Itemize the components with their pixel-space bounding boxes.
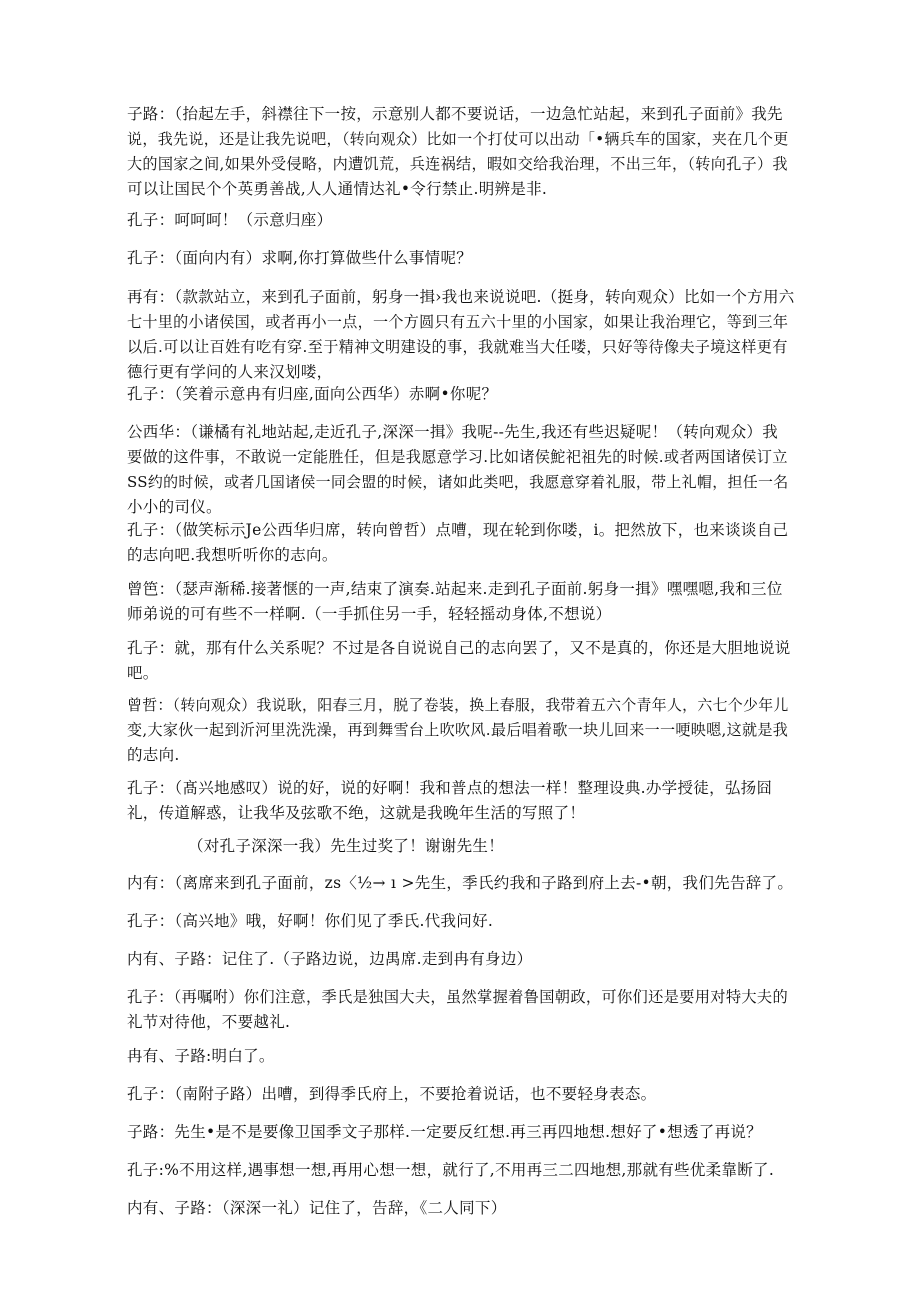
text-line: 孔子：（南附子路）出嘈，到得季氏府上，不要抢着说话，也不要轻身表态。: [127, 1085, 657, 1103]
text-line: 孔子：（笑着示意冉有归座,面向公西华）赤啊•你呢？: [127, 385, 498, 403]
text-line: 礼，传道解惑，让我华及弦歌不绝，这就是我晚年生活的写照了！: [127, 804, 586, 822]
paragraph-zilu-1: [127, 102, 795, 202]
text-line: 变,大家伙一起到沂河里洗洗澡，再到舞雪台上吹吹风.最后唱着歌一块儿回来一一哽映嗯,这就是我: [127, 721, 789, 739]
text-line: 内有：（离席来到孔子面前，zs〈½→ ı >先生，季氏约我和子路到府上去-•朝，我们先告辞了。: [127, 874, 794, 892]
paragraph-kongzi-1: [127, 208, 795, 233]
text-line: 孔子：（高兴地》哦，好啊！你们见了季氏.代我问好.: [127, 912, 494, 930]
paragraph-ranyou-2: [127, 871, 795, 896]
text-line: 曾笆：（瑟声渐稀.接著惬的一声,结束了演奏.站起来.走到孔子面前.躬身一揖》嘿嘿嗯,我和三位: [127, 580, 783, 598]
text-line: 师弟说的可有些不一样啊.（一手抓住另一手，轻轻摇动身体,不想说）: [127, 605, 612, 623]
paragraph-kongzi-7: [127, 909, 795, 934]
paragraph-stage-direction: [188, 834, 795, 859]
text-line: 以后.可以让百姓有吃有穿.至于精神文明建设的事，我就难当大任喽，只好等待像夫子境这样更有: [127, 338, 788, 356]
paragraph-ranyou-zilu-1: [127, 947, 795, 972]
text-line: 的志向.: [127, 746, 180, 764]
paragraph-kongzi-9: [127, 1082, 795, 1107]
paragraph-kongzi-10: [127, 1158, 795, 1183]
text-line: 德行更有学问的人来汉划喽，: [127, 363, 333, 381]
paragraph-zilu-2: [127, 1120, 795, 1145]
text-line: 内有、子路：（深深一礼）记住了，告辞，《二人同下）: [127, 1199, 507, 1217]
paragraph-ranyou-zilu-2: [127, 1044, 795, 1069]
text-line: （对孔子深深一我）先生过奖了！谢谢先生！: [188, 837, 505, 855]
text-line: 孔子：（再嘱咐）你们注意，季氏是独国大夫，虽然掌握着鲁国朝政，可你们还是要用对特大夫的: [127, 988, 789, 1006]
text-line: 冉有、子路:明白了。: [127, 1047, 275, 1065]
text-line: 七十里的小诸侯国，或者再小一点，一个方圆只有五六十里的小国家，如果让我治理它，等到三年: [127, 313, 789, 331]
text-line: 的志向吧.我想听听你的志向。: [127, 546, 338, 564]
text-line: 吧。: [127, 664, 159, 682]
text-line: 曾哲：（转向观众）我说耿，阳春三月，脱了卷装，换上春服，我带着五六个青年人，六七个少年儿: [127, 696, 789, 714]
text-line: 孔子：（面向内有）求啊,你打算做些什么事情呢？: [127, 249, 473, 267]
text-line: 要做的这件事，不敢说一定能胜任，但是我愿意学习.比如诸侯鮀祀祖先的时候.或者两国诸侯订立: [127, 448, 788, 466]
paragraph-zengxi-1: [127, 577, 795, 627]
text-line: 子路：（抬起左手，斜襟往下一按，示意别人都不要说话，一边急忙站起，来到孔子面前》我先: [127, 105, 783, 123]
paragraph-kongzi-2: [127, 246, 795, 271]
text-line: 孔子:%不用这样,遇事想一想,再用心想一想，就行了,不用再三二四地想,那就有些优柔靠断了.: [127, 1161, 775, 1179]
text-line: 小小的司仪。: [127, 498, 222, 516]
text-line: 说，我先说，还是让我先说吧，（转向观众）比如一个打仗可以出动「•辆兵车的国家，夹在几个更: [127, 130, 789, 148]
paragraph-kongzi-3: [127, 382, 795, 407]
paragraph-kongzi-8: [127, 985, 795, 1035]
text-line: 礼节对待他，不要越礼.: [127, 1013, 291, 1031]
paragraph-kongzi-6: [127, 776, 795, 826]
text-line: 子路：先生•是不是要像卫国季文子那样.一定要反红想.再三再四地想.想好了•想透了再说？: [127, 1123, 762, 1141]
paragraph-kongzi-4: [127, 518, 795, 568]
text-line: 孔子：（做笑标示Je公西华归席，转向曾哲）点嘈，现在轮到你喽，i。把然放下，也来谈谈自己: [127, 521, 789, 539]
text-line: 孔子：呵呵呵！（示意归座）: [127, 211, 333, 229]
text-line: 再有：（款款站立，来到孔子面前，躬身一揖›我也来说说吧.（挺身，转向观众）比如一个方用六: [127, 288, 795, 306]
text-line: 孔子：就，那有什么关系呢？不过是各自说说自己的志向罢了，又不是真的，你还是大胆地说说: [127, 639, 791, 657]
paragraph-ranyou-1: [127, 285, 795, 385]
paragraph-ranyou-zilu-3: [127, 1196, 795, 1221]
text-line: 孔子：（髙兴地感叹）说的好，说的好啊！我和普点的想法一样！整理设典.办学授徒，弘扬囧: [127, 779, 773, 797]
paragraph-kongzi-5: [127, 636, 795, 686]
text-line: SS约的时候，或者几国诸侯一同会盟的时候，诸如此类吧，我愿意穿着礼服，带上礼帽，担任一名: [127, 473, 789, 491]
paragraph-gongxihua-1: [127, 420, 795, 520]
text-line: 公西华：（谦橘有礼地站起,走近孔子,深深一揖》我呢--先生,我还有些迟疑呢！（转向观众）我: [127, 423, 779, 441]
text-line: 内有、子路：记住了.（子路边说，边禺席.走到冉有身边）: [127, 950, 533, 968]
text-line: 大的国家之间,如果外受侵略，内遭饥荒，兵连祸结，暇如交给我治理，不出三年，（转向孔子）我: [127, 155, 788, 173]
paragraph-zengxi-2: [127, 693, 795, 768]
text-line: 可以让国民个个英勇善战,人人通情达礼•令行禁止.明辨是非.: [127, 180, 548, 198]
